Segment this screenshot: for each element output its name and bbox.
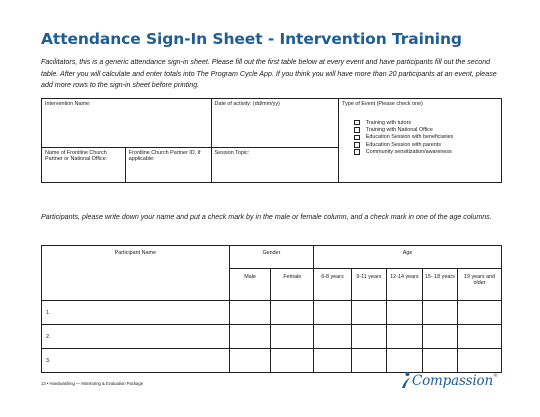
church-partner-name-field[interactable]: [42, 148, 126, 183]
age-cell[interactable]: [314, 301, 352, 325]
table-row: [42, 325, 502, 349]
age-cell[interactable]: [351, 325, 386, 349]
table-row: [42, 301, 502, 325]
age-cell[interactable]: [458, 325, 502, 349]
participant-name-cell[interactable]: 2.: [42, 325, 230, 349]
event-type-option[interactable]: Education Session with beneficiaries: [354, 134, 498, 141]
checkbox-icon[interactable]: [354, 127, 360, 133]
age-cell[interactable]: [351, 301, 386, 325]
checkbox-icon[interactable]: [354, 135, 360, 141]
swoosh-icon: [400, 371, 412, 389]
age-cell[interactable]: [387, 325, 422, 349]
page-title: Attendance Sign-In Sheet - Intervention Training: [41, 30, 462, 48]
age-cell[interactable]: [422, 325, 457, 349]
session-topic-field[interactable]: [211, 148, 339, 183]
age-group-header: 9-11 years: [351, 269, 386, 301]
female-header: Female: [271, 269, 314, 301]
female-cell[interactable]: [271, 349, 314, 373]
age-group-header: 19 years and older: [458, 269, 502, 301]
male-cell[interactable]: [229, 349, 271, 373]
type-of-event-label: Type of Event (Please check one): [342, 101, 423, 107]
page-footer: 13 • Handwashing — Monitoring & Evaluation Package: [41, 381, 144, 386]
participant-name-cell[interactable]: 3.: [42, 349, 230, 373]
male-cell[interactable]: [229, 325, 271, 349]
session-topic-label: Session Topic:: [214, 150, 250, 156]
age-cell[interactable]: [351, 349, 386, 373]
date-of-activity-label: Date of activity: (dd/mm/yy): [214, 101, 280, 107]
participants-instruction: Participants, please write down your name and put a check mark by in the male or female column, and a check mark in one of the age columns.: [41, 213, 492, 221]
event-info-table: [41, 98, 502, 183]
event-type-option[interactable]: Training with National Office: [354, 126, 498, 133]
intro-text: Facilitators, this is a generic attendance sign-in sheet. Please fill out the first table below at every event and have participants fill out the second table. After you will calculate and enter totals into The Program Cycle App. If you think you will have more than 20 participants at an event, please add more rows to the sign-in sheet before printing.: [41, 58, 497, 90]
age-cell[interactable]: [458, 301, 502, 325]
gender-header: Gender: [229, 246, 313, 269]
table-row: [42, 349, 502, 373]
age-cell[interactable]: [387, 349, 422, 373]
male-header: Male: [229, 269, 271, 301]
male-cell[interactable]: [229, 301, 271, 325]
event-type-option[interactable]: Education Session with parents: [354, 141, 498, 148]
participants-table: [41, 245, 502, 373]
date-of-activity-field[interactable]: [211, 99, 339, 148]
age-cell[interactable]: [422, 349, 457, 373]
age-cell[interactable]: [458, 349, 502, 373]
intervention-name-label: Intervention Name:: [45, 101, 91, 107]
age-cell[interactable]: [314, 349, 352, 373]
church-partner-name-label: Name of Frontline Church Partner or National Office:: [45, 150, 108, 162]
age-group-header: 15- 18 years: [422, 269, 457, 301]
participant-name-header: Participant Name: [42, 246, 230, 301]
female-cell[interactable]: [271, 301, 314, 325]
checkbox-icon[interactable]: [354, 149, 360, 155]
age-group-header: 12-14 years: [387, 269, 422, 301]
event-type-option[interactable]: Community sensitization/awareness: [354, 149, 498, 156]
intervention-name-field[interactable]: [42, 99, 212, 148]
age-header: Age: [314, 246, 502, 269]
participant-name-cell[interactable]: 1.: [42, 301, 230, 325]
checkbox-icon[interactable]: [354, 120, 360, 126]
checkbox-icon[interactable]: [354, 142, 360, 148]
age-cell[interactable]: [387, 301, 422, 325]
age-cell[interactable]: [422, 301, 457, 325]
church-partner-id-field[interactable]: [125, 148, 211, 183]
age-cell[interactable]: [314, 325, 352, 349]
female-cell[interactable]: [271, 325, 314, 349]
event-type-option[interactable]: Training with tutors: [354, 119, 498, 126]
compassion-logo: [400, 371, 498, 389]
type-of-event-cell: [339, 99, 502, 183]
church-partner-id-label: Frontline Church Partner ID, if applicable:: [128, 150, 201, 162]
event-type-checklist: [354, 119, 498, 156]
age-group-header: 6-8 years: [314, 269, 352, 301]
logo-wordmark: Compassion®: [412, 373, 498, 389]
